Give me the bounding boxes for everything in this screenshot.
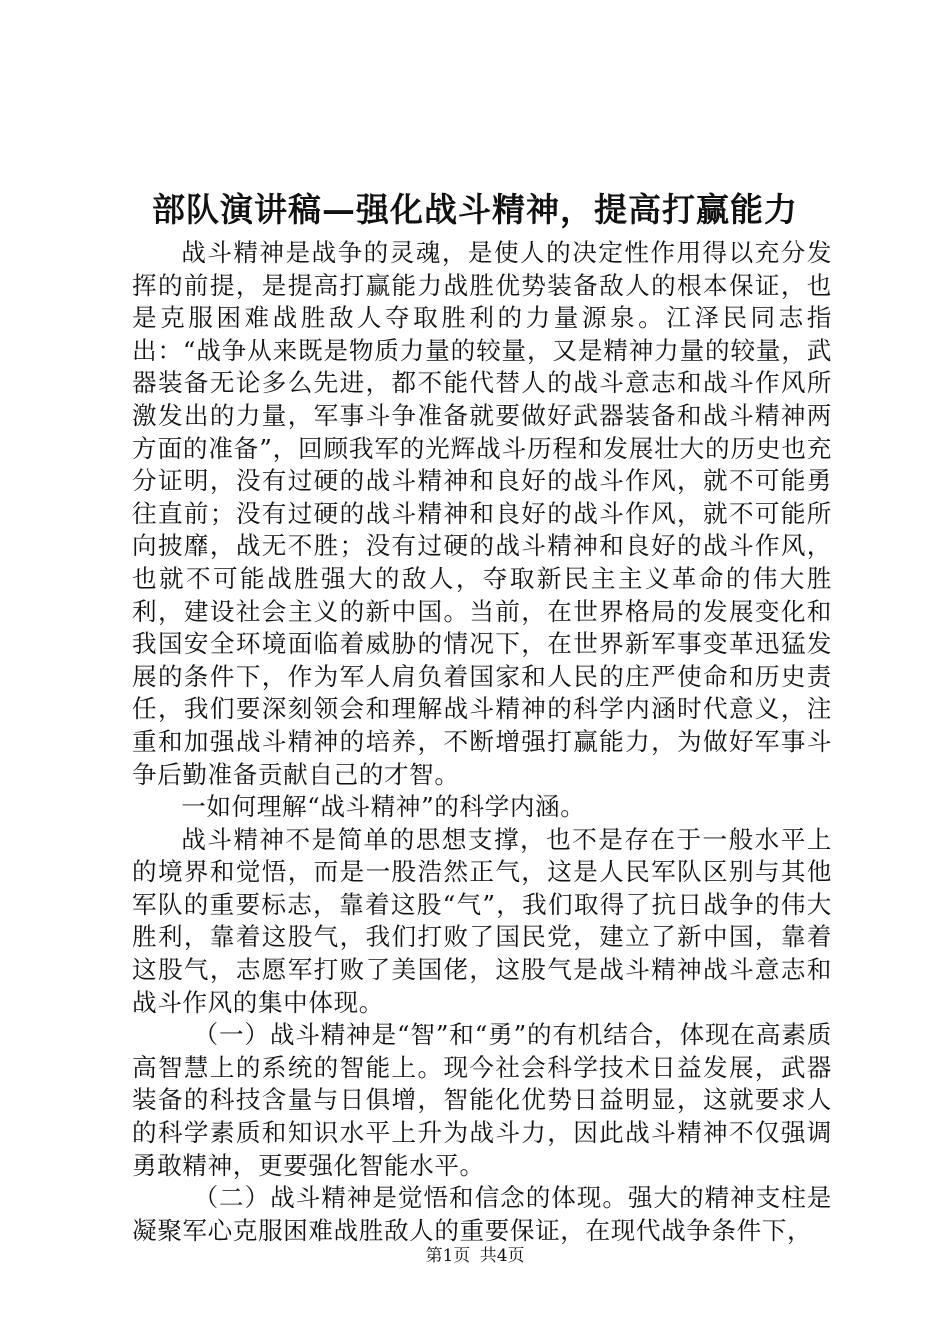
paragraph-section-1: 战斗精神不是简单的思想支撑，也不是存在于一般水平上的境界和觉悟，而是一股浩然正气，这是人民军队区别与其他军队的重要标志，靠着这股“气”，我们取得了抗日战争的伟大胜利，靠着这股气，我们打败了国民党，建立了新中国，靠着这股气，志愿军打败了美国佬，这股气是战斗精神战斗意志和战斗作风的集中体现。 bbox=[132, 824, 832, 1017]
paragraph-point-2: （二）战斗精神是觉悟和信念的体现。强大的精神支柱是凝聚军心克服困难战胜敌人的重要保证，在现代战争条件下， bbox=[132, 1183, 832, 1245]
section-heading: 一如何理解“战斗精神”的科学内涵。 bbox=[181, 792, 586, 822]
document-body bbox=[132, 237, 832, 1247]
page-footer: 第1页 共4页 bbox=[425, 1246, 525, 1266]
document-title: 部队演讲稿—强化战斗精神，提高打赢能力 bbox=[152, 190, 798, 229]
paragraph-point-1: （一）战斗精神是“智”和“勇”的有机结合，体现在高素质高智慧上的系统的智能上。现今社会科学技术日益发展，武器装备的科技含量与日俱增，智能化优势日益明显，这就要求人的科学素质和知识水平上升为战斗力，因此战斗精神不仅强调勇敢精神，更要强化智能水平。 bbox=[132, 1020, 832, 1180]
paragraph-intro: 战斗精神是战争的灵魂，是使人的决定性作用得以充分发挥的前提，是提高打赢能力战胜优势装备敌人的根本保证，也是克服困难战胜敌人夺取胜利的力量源泉。江泽民同志指出：“战争从来既是物质力量的较量，又是精神力量的较量，武器装备无论多么先进，都不能代替人的战斗意志和战斗作风所激发出的力量，军事斗争准备就要做好武器装备和战斗精神两方面的准备”，回顾我军的光辉战斗历程和发展壮大的历史也充分证明，没有过硬的战斗精神和良好的战斗作风，就不可能勇往直前；没有过硬的战斗精神和良好的战斗作风，就不可能所向披靡，战无不胜；没有过硬的战斗精神和良好的战斗作风，也就不可能战胜强大的敌人，夺取新民主主义革命的伟大胜利，建设社会主义的新中国。当前，在世界格局的发展变化和我国安全环境面临着威胁的情况下，在世界新军事变革迅猛发展的条件下，作为军人肩负着国家和人民的庄严使命和历史责任，我们要深刻领会和理解战斗精神的科学内涵时代意义，注重和加强战斗精神的培养，不断增强打赢能力，为做好军事斗争后勤准备贡献自己的才智。 bbox=[132, 238, 832, 789]
